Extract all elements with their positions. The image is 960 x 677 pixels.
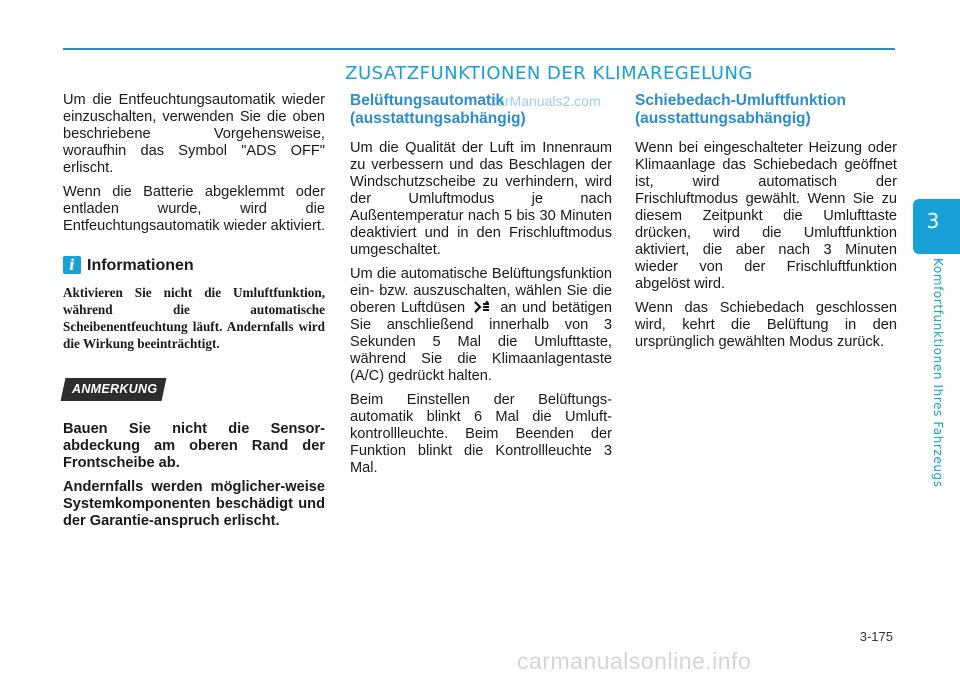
- col3-heading: Schiebedach-Umluftfunktion (ausstattungsabhängig): [635, 92, 846, 127]
- col1-paragraph-2: Wenn die Batterie abgeklemmt oder entladen wurde, wird die Entfeuchtungsautomatik wieder aktiviert.: [63, 184, 326, 234]
- page-number: 3-175: [859, 629, 893, 644]
- col2-paragraph-2-end: an und betätigen Sie anschließend innerhalb von 3 Sekunden 5 Mal die Umlufttaste, während Sie die Klimaanlagentaste (A/C) gedrückt halten.: [350, 300, 612, 384]
- col2-paragraph-2: [350, 266, 612, 385]
- col2-paragraph-1: Um die Qualität der Luft im Innenraum zu verbessern und das Beschlagen der Windschutzscheibe zu verhindern, wird der Umluftmodus je nach Außentemperatur nach 5 bis 30 Minuten deaktiviert und in den Frischluftmodus umgeschaltet.: [350, 140, 612, 258]
- col2-heading: Belüftungsautomatik (ausstattungsabhängig): [350, 92, 526, 127]
- col2-paragraph-3: Beim Einstellen der Belüftungs-automatik blinkt 6 Mal die Umluft-kontrollleuchte. Beim Beenden der Funktion blinkt die Kontrollleuchte 3 Mal.: [350, 392, 612, 476]
- column-2: [350, 92, 612, 484]
- top-rule: [63, 48, 895, 50]
- col2-paragraph-2-start: Um die automatische Belüftungsfunktion ein- bzw. auszuschalten, wählen Sie die oberen Luftdüsen: [350, 266, 612, 316]
- info-box: [63, 256, 325, 352]
- chapter-number: 3: [926, 209, 940, 233]
- col3-paragraph-2: Wenn das Schiebedach geschlossen wird, kehrt die Belüftung in den ursprünglich gewählten Modus zurück.: [635, 300, 897, 350]
- section-title: ZUSATZFUNKTIONEN DER KLIMAREGELUNG: [345, 63, 753, 84]
- column-3: [635, 92, 897, 358]
- info-header: [63, 256, 325, 274]
- note-paragraph-1: Bauen Sie nicht die Sensor-abdeckung am oberen Rand der Frontscheibe ab.: [63, 421, 325, 471]
- info-text: Aktivieren Sie nicht die Umluftfunktion, während die automatische Scheibenentfeuchtung läuft. Andernfalls wird die Wirkung beeinträchtigt.: [63, 285, 325, 351]
- note-paragraph-2: Andernfalls werden möglicher-weise Systemkomponenten beschädigt und der Garantie-anspruch erlischt.: [63, 479, 325, 529]
- chapter-label: Komfortfunktionen Ihres Fahrzeugs: [931, 258, 945, 488]
- watermark-bottom: carmanualsonline.info: [517, 648, 752, 674]
- note-badge-label: ANMERKUNG: [72, 382, 158, 396]
- col3-paragraph-1: Wenn bei eingeschalteter Heizung oder Klimaanlage das Schiebedach geöffnet ist, wird automatisch der Frischluftmodus gewählt. Wenn Sie zu diesem Zeitpunkt die Umlufttaste drücken, wird die Umluftfunktion aktiviert, die aber nach 3 Minuten wieder von der Frischluftfunktion abgelöst wird.: [635, 140, 897, 292]
- info-icon: i: [63, 256, 81, 274]
- col1-paragraph-1: Um die Entfeuchtungsautomatik wieder einzuschalten, verwenden Sie die oben beschriebene Vorgehensweise, woraufhin das Symbol "ADS OFF" erlischt.: [63, 92, 325, 176]
- note-badge: [61, 378, 167, 401]
- watermark-top: CarManuals2.com: [487, 93, 601, 109]
- upper-vent-airflow-icon: [473, 301, 491, 313]
- column-1: [63, 92, 325, 537]
- info-title: Informationen: [87, 256, 194, 274]
